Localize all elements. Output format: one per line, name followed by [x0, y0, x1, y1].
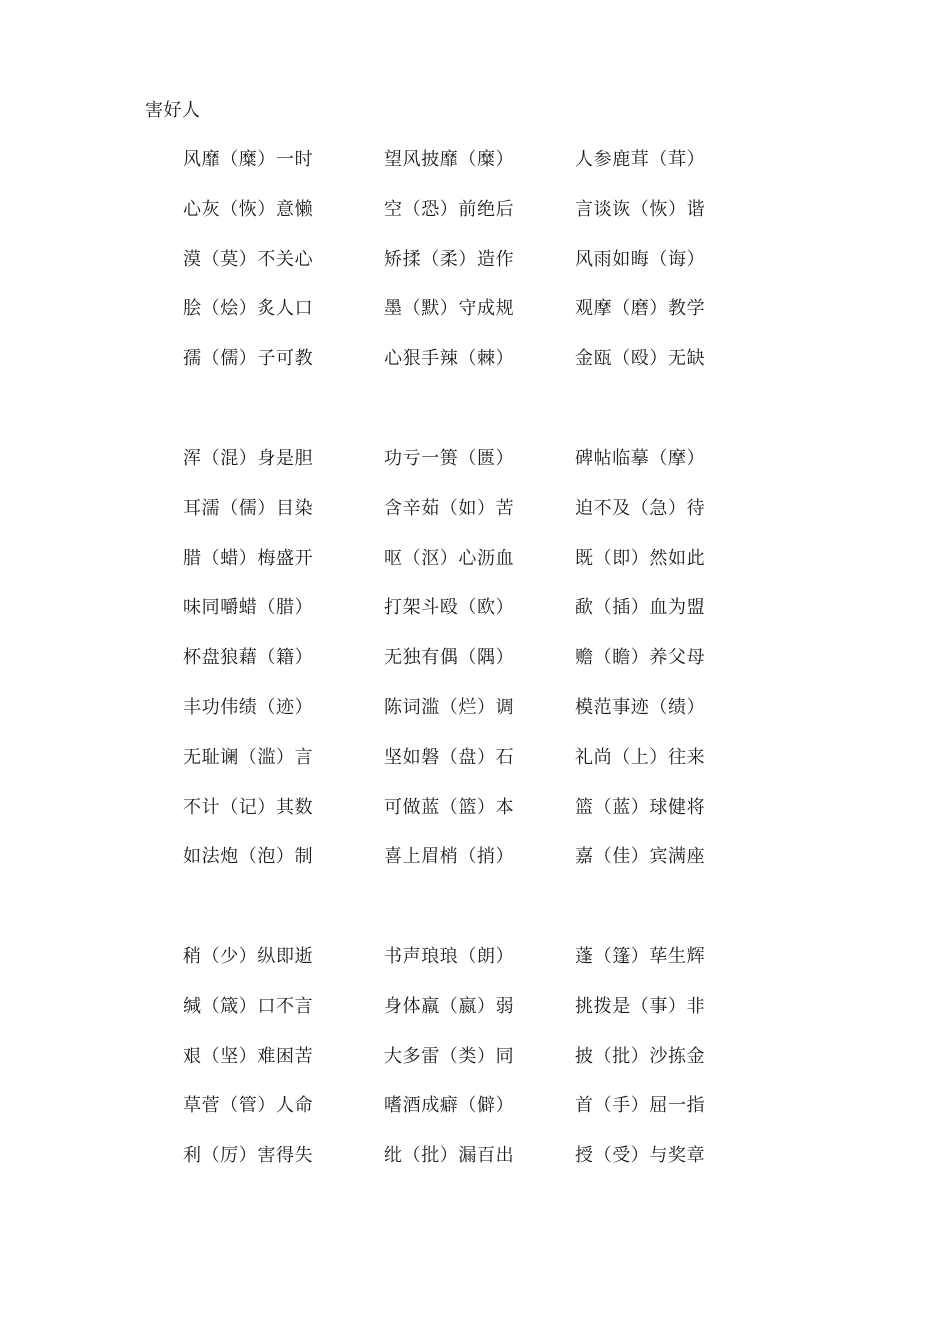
- word-row: [0, 546, 950, 596]
- word-row: [0, 446, 950, 496]
- word-entry: 杯盘狼藉（籍）: [183, 647, 314, 669]
- word-entry: 风靡（糜）一时: [183, 149, 314, 170]
- word-entry: 陈词滥（烂）调: [384, 696, 515, 718]
- word-row: [0, 844, 950, 894]
- word-entry: 功亏一篑（匮）: [384, 448, 515, 469]
- word-entry: 心狠手辣（棘）: [384, 348, 515, 370]
- word-entry: 身体羸（嬴）弱: [384, 995, 515, 1017]
- word-entry: 披（批）沙拣金: [575, 1045, 706, 1067]
- word-entry: 坚如磐（盘）石: [384, 746, 515, 768]
- word-entry: 呕（沤）心沥血: [384, 547, 515, 569]
- word-entry: 赡（瞻）养父母: [575, 647, 706, 669]
- word-row: [0, 346, 950, 396]
- word-entry: 挑拨是（事）非: [575, 995, 706, 1017]
- word-entry: 言谈诙（恢）谐: [575, 198, 706, 220]
- word-row: [0, 795, 950, 845]
- word-group-3: [0, 944, 950, 1193]
- word-entry: 脍（烩）炙人口: [183, 298, 314, 320]
- word-entry: 人参鹿茸（茸）: [575, 149, 706, 170]
- word-entry: 味同嚼蜡（腊）: [183, 597, 314, 619]
- word-entry: 空（恐）前绝后: [384, 198, 515, 220]
- word-entry: 缄（箴）口不言: [183, 995, 314, 1017]
- word-entry: 可做蓝（篮）本: [384, 796, 515, 818]
- word-entry: 既（即）然如此: [575, 547, 706, 569]
- word-entry: 心灰（恢）意懒: [183, 198, 314, 220]
- word-entry: 利（厉）害得失: [183, 1145, 314, 1167]
- word-entry: 浑（混）身是胆: [183, 448, 314, 469]
- word-entry: 蓬（篷）荜生辉: [575, 946, 706, 967]
- word-entry: 稍（少）纵即逝: [183, 946, 314, 967]
- word-row: [0, 595, 950, 645]
- word-entry: 含辛茹（如）苦: [384, 497, 515, 519]
- word-entry: 篮（蓝）球健将: [575, 796, 706, 818]
- word-entry: 大多雷（类）同: [384, 1045, 515, 1067]
- word-row: [0, 994, 950, 1044]
- word-entry: 观摩（磨）教学: [575, 298, 706, 320]
- word-group-1: [0, 147, 950, 396]
- word-row: [0, 1093, 950, 1143]
- word-entry: 望风披靡（糜）: [384, 149, 515, 170]
- word-entry: 艰（坚）难困苦: [183, 1045, 314, 1067]
- word-row: [0, 944, 950, 994]
- word-row: [0, 745, 950, 795]
- word-entry: 书声琅琅（朗）: [384, 946, 515, 967]
- word-entry: 嗜酒成癖（僻）: [384, 1095, 515, 1117]
- word-entry: 孺（儒）子可教: [183, 348, 314, 370]
- word-entry: 模范事迹（绩）: [575, 696, 706, 718]
- word-entry: 碑帖临摹（摩）: [575, 448, 706, 469]
- word-entry: 腊（蜡）梅盛开: [183, 547, 314, 569]
- lead-line-text: 害好人: [145, 100, 201, 121]
- word-entry: 无独有偶（隅）: [384, 647, 515, 669]
- word-row: [0, 1044, 950, 1094]
- word-entry: 风雨如晦（诲）: [575, 248, 706, 270]
- word-row: [0, 197, 950, 247]
- word-row: [0, 247, 950, 297]
- word-entry: 迫不及（急）待: [575, 497, 706, 519]
- word-row: [0, 645, 950, 695]
- word-row: [0, 1143, 950, 1193]
- word-entry: 打架斗殴（欧）: [384, 597, 515, 619]
- word-entry: 首（手）屈一指: [575, 1095, 706, 1117]
- word-entry: 纰（批）漏百出: [384, 1145, 515, 1167]
- word-entry: 如法炮（泡）制: [183, 846, 314, 868]
- word-entry: 漠（莫）不关心: [183, 248, 314, 270]
- word-entry: 喜上眉梢（捎）: [384, 846, 515, 868]
- word-entry: 嘉（佳）宾满座: [575, 846, 706, 868]
- word-entry: 矫揉（柔）造作: [384, 248, 515, 270]
- word-entry: 不计（记）其数: [183, 796, 314, 818]
- word-group-2: [0, 446, 950, 894]
- word-row: [0, 496, 950, 546]
- word-row: [0, 296, 950, 346]
- word-entry: 金瓯（殴）无缺: [575, 348, 706, 370]
- word-entry: 礼尚（上）往来: [575, 746, 706, 768]
- word-entry: 歃（插）血为盟: [575, 597, 706, 619]
- word-entry: 草菅（管）人命: [183, 1095, 314, 1117]
- word-row: [0, 147, 950, 197]
- word-row: [0, 695, 950, 745]
- word-entry: 墨（默）守成规: [384, 298, 515, 320]
- word-entry: 无耻谰（滥）言: [183, 746, 314, 768]
- word-entry: 授（受）与奖章: [575, 1145, 706, 1167]
- word-entry: 耳濡（儒）目染: [183, 497, 314, 519]
- word-entry: 丰功伟绩（迹）: [183, 696, 314, 718]
